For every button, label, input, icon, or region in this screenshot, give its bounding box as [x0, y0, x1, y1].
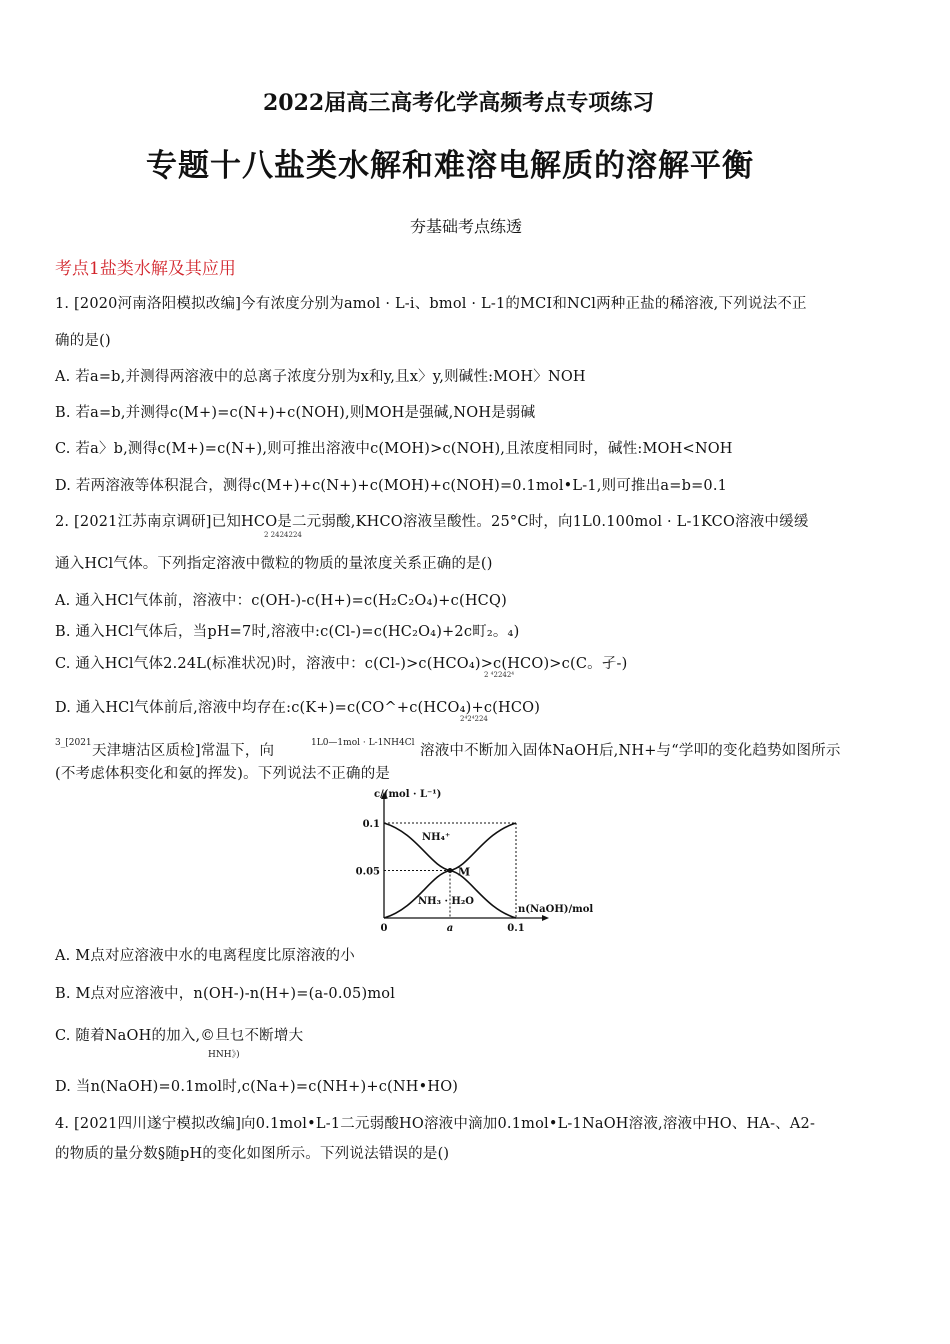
q3-stem-concentration: 1L0—1mol · L-1NH4Cl: [311, 738, 415, 748]
q3-number: 3_[2021: [55, 738, 92, 748]
q2-option-d: D. 通入HCl气体前后,溶液中均存在:c(K+)=c(CO^+c(HCO₄)+c(HCO): [55, 700, 541, 716]
point-m-label: M: [458, 865, 471, 879]
q3-stem-line2: (不考虑体积变化和氨的挥发)。下列说法不正确的是: [55, 766, 391, 782]
x-tick-label: 0: [380, 923, 388, 934]
q3-option-d: D. 当n(NaOH)=0.1mol时,c(Na+)=c(NH+)+c(NH•HO): [55, 1079, 459, 1095]
q3-stem-main: 天津塘沽区质检]常温下，向: [92, 743, 275, 759]
q1-option-b: B. 若a=b,并测得c(M+)=c(N+)+c(NOH),则MOH是强碱,NOH是弱碱: [55, 405, 536, 421]
concentration-chart: [340, 784, 600, 934]
q3-option-a: A. M点对应溶液中水的电离程度比原溶液的小: [55, 948, 355, 964]
q3-option-b: B. M点对应溶液中，n(OH-)-n(H+)=(a-0.05)mol: [55, 986, 396, 1002]
x-axis-arrow: [542, 915, 549, 921]
q4-stem-line1: 4. [2021四川遂宁模拟改编]向0.1mol•L-1二元弱酸HO溶液中滴加0.1mol•L-1NaOH溶液,溶液中HO、HA-、A2-: [55, 1116, 816, 1132]
q2-option-c: C. 通入HCl气体2.24L(标准状况)时，溶液中：c(Cl-)>c(HCO₄)>c(HCO)>c(C。孑-): [55, 656, 628, 672]
x-axis-label: n(NaOH)/mol: [518, 904, 594, 915]
series-nh3h2o-label: NH₃ · H₂O: [418, 895, 474, 907]
q1-option-d: D. 若两溶液等体积混合，测得c(M+)+c(N+)+c(MOH)+c(NOH)=0.1mol•L-1,则可推出a=b=0.1: [55, 478, 728, 494]
q2-option-c-subscripts: 2 ⁴2242⁴: [484, 671, 515, 679]
q2-option-a: A. 通入HCl气体前，溶液中：c(OH-)-c(H+)=c(H₂C₂O₄)+c(HCQ): [55, 593, 507, 609]
q1-option-a: A. 若a=b,并测得两溶液中的总离子浓度分别为x和y,且x〉y,则碱性:MOH〉NOH: [55, 369, 586, 385]
y-tick-label: 0.05: [355, 866, 380, 878]
series-nh4-label: NH₄⁺: [422, 832, 451, 844]
y-axis-label: c/(mol · L⁻¹): [374, 789, 442, 800]
x-tick-label: a: [446, 923, 454, 934]
point-m: [448, 868, 453, 873]
doc-main-title: 专题十八盐类水解和难溶电解质的溶解平衡: [146, 148, 754, 184]
doc-subtitle: 夯基础考点练透: [410, 217, 523, 236]
q1-option-c: C. 若a〉b,测得c(M+)=c(N+),则可推出溶液中c(MOH)>c(NOH),且浓度相同时，碱性:MOH<NOH: [55, 441, 733, 457]
x-tick-label: 0.1: [507, 923, 525, 934]
q2-stem-line2: 通入HCl气体。下列指定溶液中微粒的物质的量浓度关系正确的是(): [55, 556, 493, 572]
doc-title: 2022届高三高考化学高频考点专项练习: [263, 90, 655, 116]
q1-stem-line1: 1. [2020河南洛阳模拟改编]今有浓度分别为amol · L-i、bmol · L-1的MCI和NCl两种正盐的稀溶液,下列说法不正: [55, 296, 807, 312]
q3-stem-end: 溶液中不断加入固体NaOH后,NH+与“学叩的变化趋势如图所示: [420, 743, 841, 759]
q2-stem-subscripts: 2 2424224: [264, 531, 302, 539]
q1-stem-line2: 确的是(): [55, 333, 111, 349]
q2-stem-line1: 2. [2021江苏南京调研]已知HCO是二元弱酸,KHCO溶液呈酸性。25°C时，向1L0.100mol · L-1KCO溶液中缓缓: [55, 514, 809, 530]
q3-option-c: C. 随着NaOH的加入,©旦乜不断增大: [55, 1028, 304, 1044]
q2-option-b: B. 通入HCl气体后，当pH=7时,溶液中:c(Cl-)=c(HC₂O₄)+2c町₂。₄): [55, 624, 520, 640]
q2-option-d-subscripts: 2⁴2⁴224: [460, 715, 488, 723]
q4-stem-line2: 的物质的量分数§随pH的变化如图所示。下列说法错误的是(): [55, 1146, 450, 1162]
section-heading: 考点1盐类水解及其应用: [55, 259, 236, 279]
q3-option-c-subscript: HNH》): [208, 1050, 240, 1060]
y-tick-label: 0.1: [362, 819, 380, 830]
